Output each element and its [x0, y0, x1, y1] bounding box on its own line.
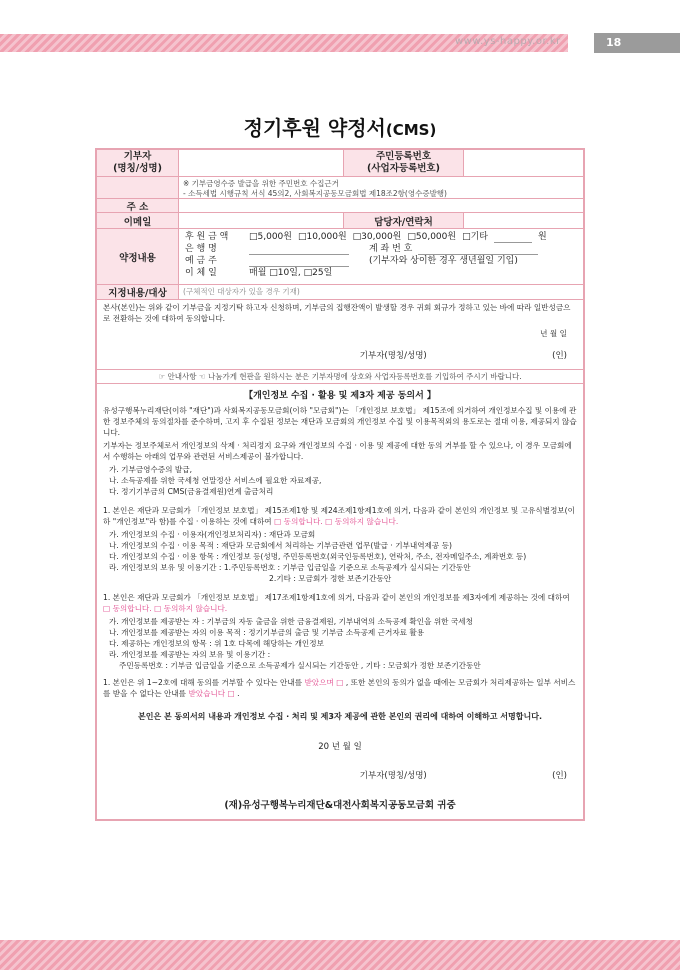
purpose-list: 가. 기부금영수증의 발급, 나. 소득공제를 위한 국세청 연말정산 서비스에 필요한 자료제공, 다. 정기기부금의 CMS(금융결제원)연계 출금처리: [109, 465, 322, 496]
designation-label: 지정내용/대상: [97, 285, 179, 299]
contact-label: 담당자/연락처: [344, 213, 464, 228]
designation-row: [97, 285, 583, 300]
final-date: 20 년 월 일: [318, 742, 362, 752]
debit-day-choice[interactable]: 매월 □10일, □25일: [249, 268, 333, 278]
resident-no-field[interactable]: [464, 150, 583, 176]
page-number: 18: [594, 33, 680, 53]
debit-line: 이 체 일 매월 □10일, □25일: [185, 268, 333, 278]
amount-30000[interactable]: □30,000원: [352, 232, 402, 242]
title-suffix: (CMS): [385, 121, 437, 139]
document-title: [0, 112, 680, 141]
disagree-checkbox-2[interactable]: □ 동의하지 않습니다.: [154, 604, 228, 613]
pledge-form: [95, 148, 585, 821]
designation-field[interactable]: (구체적인 대상자가 있을 경우 기재): [183, 287, 300, 296]
holder-line: 예 금 주 (기부자와 상이한 경우 생년월일 기입): [185, 256, 518, 266]
disagree-checkbox-1[interactable]: □ 동의하지 않습니다.: [325, 517, 399, 526]
received-checkbox-2[interactable]: 받았습니다 □: [188, 689, 235, 698]
final-sign: 기부자(명칭/성명) (인): [359, 771, 567, 781]
amount-50000[interactable]: □50,000원: [407, 232, 457, 242]
consent-item-1: 1. 본인은 재단과 모금회가 「개인정보 보호법」 제15조제1항 및 제24조제1항제1호에 의거, 다음과 같이 본인의 개인정보 및 고유식별정보(이하 "개인정보"라 함)를 수집 · 이용하는 것에 대하여 □ 동의합니다. □ 동의하지 않습니다.: [103, 506, 575, 526]
address-row: [97, 199, 583, 213]
email-row: [97, 213, 583, 229]
amount-line: 후 원 금 액 □5,000원 □10,000원 □30,000원 □50,000원 □기타 원: [185, 232, 547, 242]
email-field[interactable]: [179, 213, 344, 228]
email-label: 이메일: [97, 213, 179, 228]
agreement-text: 본사(본인)는 위와 같이 기부금을 지정기탁 하고자 신청하며, 기부금의 집행잔액이 발생할 경우 귀회 회규가 정하고 있는 바에 따라 일반성금으로 전환하는 것에 대하여 동의합니다.: [103, 303, 571, 323]
final-statement: 본인은 본 동의서의 내용과 개인정보 수집 · 처리 및 제3자 제공에 관한 본인의 권리에 대하여 이해하고 서명합니다.: [138, 712, 542, 721]
consent-section: [97, 384, 583, 819]
agreement-date: 년 월 일: [540, 329, 567, 338]
consent-item-2-details: 가. 개인정보를 제공받는 자 : 기부금의 자동 출금을 위한 금융결제원, 기부내역의 소득공제 확인을 위한 국세청 나. 개인정보를 제공받는 자의 이용 목적 : 정기기부금의 출금 및 기부금 소득공제 근거자료 활용 다. 제공하는 개인정보의 항목 : 위 1호 다목에 해당하는 개인정보 라. 개인정보를 제공받는 자의 보유 및 이용기간 : 주민등록번호 : 기부금 입금일을 기준으로 소득공제가 실시되는 기간동안 , 기타 : 모금회가 정한 보존기간동안: [109, 617, 481, 670]
footer-stripe: [0, 940, 680, 970]
consent-title: 【개인정보 수집 · 활용 및 제3자 제공 동의서 】: [244, 391, 436, 401]
info-note: ☞ 안내사항 ☜ 나눔가게 현판을 원하시는 분은 기부자명에 상호와 사업자등록번호를 기입하여 주시기 바랍니다.: [158, 372, 522, 381]
amount-other[interactable]: □기타: [462, 232, 488, 242]
title-main: 정기후원 약정서: [243, 116, 386, 140]
contact-field[interactable]: [464, 213, 583, 228]
agree-checkbox-1[interactable]: □ 동의합니다.: [274, 517, 323, 526]
pledge-label: 약정내용: [97, 229, 179, 284]
account-field[interactable]: [418, 243, 538, 255]
amount-other-field[interactable]: [494, 231, 532, 243]
info-note-row: [97, 370, 583, 384]
pledge-row: [97, 229, 583, 285]
resident-no-label: 주민등록번호 (사업자등록번호): [344, 150, 464, 176]
bank-field[interactable]: [249, 243, 349, 255]
donor-row: [97, 150, 583, 177]
donor-label: 기부자 (명칭/성명): [97, 150, 179, 176]
address-field[interactable]: [179, 199, 583, 212]
bank-line: 은 행 명 계 좌 번 호: [185, 243, 577, 255]
organization-footer: (재)유성구행복누리재단&대전사회복지공동모금회 귀중: [224, 800, 456, 811]
agree-checkbox-2[interactable]: □ 동의합니다.: [103, 604, 152, 613]
note-row: [97, 177, 583, 199]
agreement-block: [97, 300, 583, 370]
amount-10000[interactable]: □10,000원: [297, 232, 347, 242]
consent-intro: 유성구행복누리재단(이하 "재단")과 사회복지공동모금회(이하 "모금회")는 「개인정보 보호법」 제15조에 의거하여 개인정보수집 및 이용에 관한 정보주체의 동의절차를 준수하며, 고지 후 수집된 정보는 재단과 모금회의 개인정보 수집 및 이용목적외의 용도로는 절대 이용, 제공되지 않습니다.: [103, 406, 577, 437]
consent-item-3: 1. 본인은 위 1~2호에 대해 동의를 거부할 수 있다는 안내를 받았으며 □ , 또한 본인의 동의가 없을 때에는 모금회가 처리제공하는 일부 서비스를 받을 수 없다는 안내를 받았습니다 □ .: [103, 678, 576, 698]
consent-item-2: 1. 본인은 재단과 모금회가 「개인정보 보호법」 제17조제1항제1호에 의거, 다음과 같이 본인의 개인정보를 제3자에게 제공하는 것에 대하여 □ 동의합니다. □ 동의하지 않습니다.: [103, 593, 570, 613]
site-url: www.ys-happy.or.kr: [455, 36, 561, 47]
amount-5000[interactable]: □5,000원: [249, 232, 292, 242]
donor-name-field[interactable]: [179, 150, 344, 176]
address-label: 주 소: [97, 199, 179, 212]
consent-item-1-details: 가. 개인정보의 수집 · 이용자(개인정보처리자) : 재단과 모금회 나. 개인정보의 수집 · 이용 목적 : 재단과 모금회에서 처리하는 기부금관련 업무(발급 · 기부내역제공 등) 다. 개인정보의 수집 · 이용 항목 : 개인정보 등(성명, 주민등록번호(외국인등록번호), 연락처, 주소, 전자메일주소, 계좌번호 등) 라. 개인정보의 보유 및 이용기간 : 1.주민등록번호 : 기부금 입금일을 기준으로 소득공제가 실시되는 기간동안 2.기타 : 모금회가 정한 보존기간동안: [109, 530, 527, 583]
agreement-sign: 기부자(명칭/성명) (인): [359, 351, 567, 361]
holder-field[interactable]: [249, 255, 349, 267]
received-checkbox-1[interactable]: 받았으며 □: [304, 678, 344, 687]
consent-intro-2: 기부자는 정보주체로서 개인정보의 삭제 · 처리정지 요구와 개인정보의 수집 · 이용 및 제공에 대한 동의 거부를 할 수 있으나, 이 경우 모금회에서 수행하는 아래의 업무와 관련된 서비스제공이 불가합니다.: [103, 441, 572, 461]
id-collection-note: ※ 기부금영수증 발급을 위한 주민번호 수집근거 - 소득세법 시행규칙 서식 45의2, 사회복지공동모금회법 제18조2항(영수증발행): [183, 179, 447, 198]
pledge-details: [179, 229, 583, 284]
